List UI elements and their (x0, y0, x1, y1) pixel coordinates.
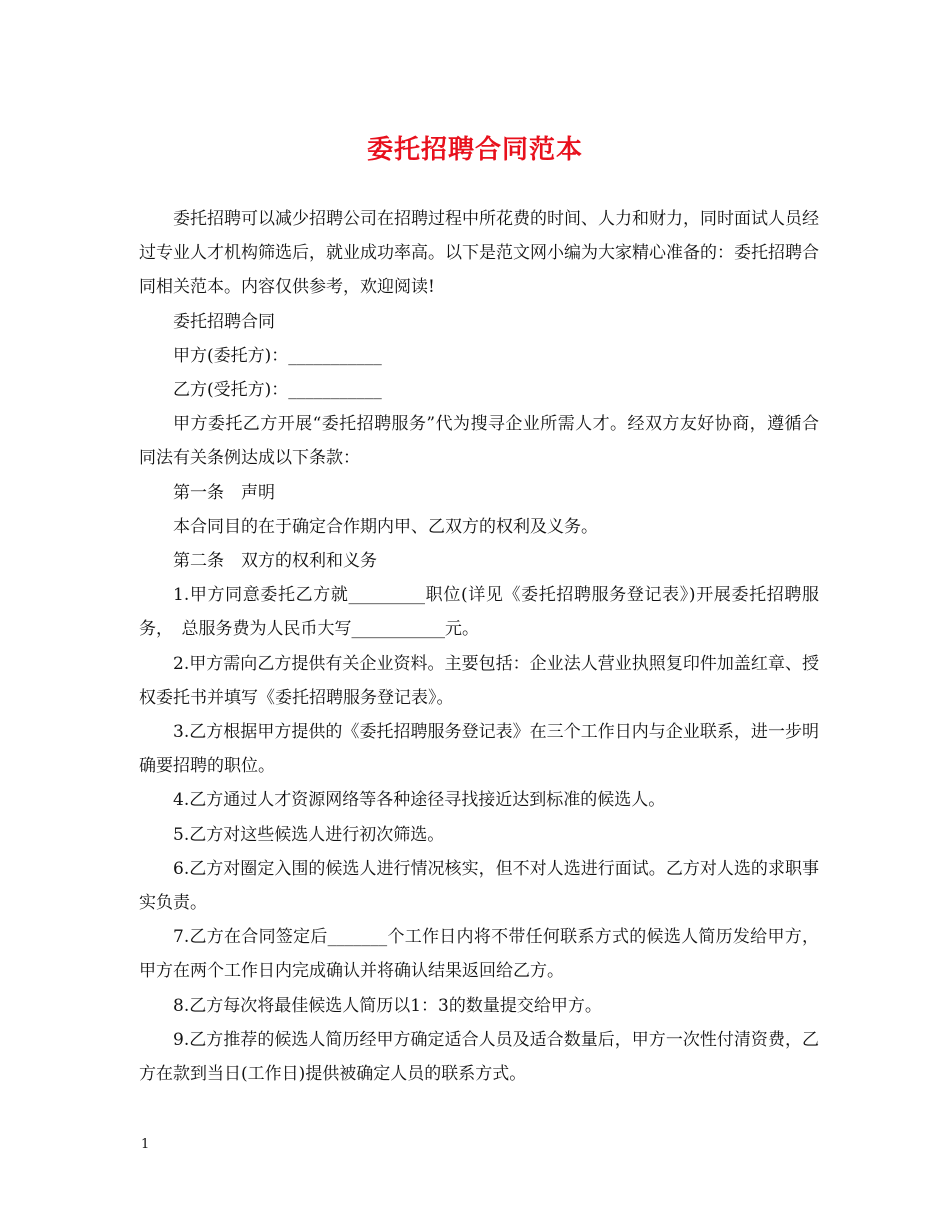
paragraph: 第一条 声明 (173, 482, 275, 503)
paragraph: 7.乙方在合同签定后_______个工作日内将不带任何联系方式的候选人简历发给甲方，甲方在两个工作日内完成确认并将确认结果返回给乙方。 (139, 927, 819, 982)
document-title: 委托招聘合同范本 (366, 135, 583, 165)
paragraph: 9.乙方推荐的候选人简历经甲方确定适合人员及适合数量后，甲方一次性付清资费，乙方在款到当日(工作日)提供被确定人员的联系方式。 (139, 1029, 819, 1085)
page-number: 1 (141, 1137, 150, 1152)
paragraph: 甲方委托乙方开展“委托招聘服务”代为搜寻企业所需人才。经双方友好协商，遵循合同法有关条例达成以下条款： (139, 414, 819, 469)
paragraph: 乙方(受托方)：___________ (173, 380, 382, 401)
paragraph: 6.乙方对圈定入围的候选人进行情况核实，但不对人选进行面试。乙方对人选的求职事实负责。 (139, 858, 819, 914)
paragraph: 3.乙方根据甲方提供的《委托招聘服务登记表》在三个工作日内与企业联系，进一步明确要招聘的职位。 (139, 722, 819, 777)
paragraph: 第二条 双方的权利和义务 (173, 551, 377, 572)
paragraph: 5.乙方对这些候选人进行初次筛选。 (173, 824, 445, 845)
paragraph: 1.甲方同意委托乙方就_________职位(详见《委托招聘服务登记表》)开展委托招聘服务， 总服务费为人民币大写___________元。 (139, 585, 819, 640)
paragraph: 8.乙方每次将最佳候选人简历以1：3的数量提交给甲方。 (173, 995, 602, 1016)
paragraph: 2.甲方需向乙方提供有关企业资料。主要包括：企业法人营业执照复印件加盖红章、授权委托书并填写《委托招聘服务登记表》。 (139, 653, 819, 708)
paragraph: 甲方(委托方)：___________ (173, 345, 382, 366)
document-body (139, 202, 819, 1091)
paragraph: 委托招聘合同 (173, 311, 275, 332)
paragraph: 本合同目的在于确定合作期内甲、乙双方的权利及义务。 (173, 516, 598, 537)
paragraph: 委托招聘可以减少招聘公司在招聘过程中所花费的时间、人力和财力，同时面试人员经过专业人才机构筛选后，就业成功率高。以下是范文网小编为大家精心准备的：委托招聘合同相关范本。内容仅供参考，欢迎阅读! (139, 209, 819, 298)
paragraph: 4.乙方通过人才资源网络等各种途径寻找接近达到标准的候选人。 (173, 790, 666, 811)
